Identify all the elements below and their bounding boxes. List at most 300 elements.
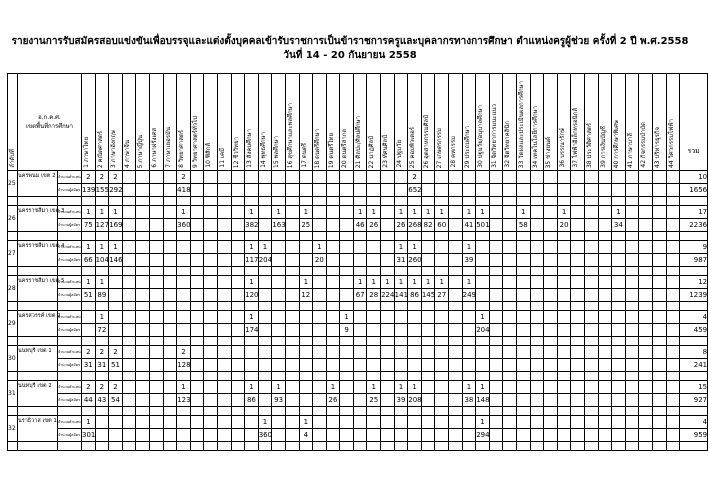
spacer-cell	[612, 372, 626, 381]
spacer-cell	[367, 197, 381, 206]
subject-value	[272, 429, 286, 442]
subject-value: 1	[462, 241, 476, 254]
spacer-cell	[489, 197, 503, 206]
subject-value	[285, 311, 299, 324]
subject-value	[149, 416, 163, 429]
spacer-cell	[503, 407, 517, 416]
subject-value	[571, 416, 585, 429]
subject-value	[557, 241, 571, 254]
subject-value	[449, 394, 463, 407]
subject-value	[163, 184, 177, 197]
subject-value	[285, 276, 299, 289]
subject-value	[557, 416, 571, 429]
subject-value: 31	[82, 359, 96, 372]
spacer-cell	[190, 197, 204, 206]
spacer-cell	[557, 197, 571, 206]
subject-value	[326, 416, 340, 429]
subject-value	[435, 171, 449, 184]
spacer-cell	[8, 337, 18, 346]
subject-value: 268	[408, 219, 422, 232]
spacer-cell	[435, 372, 449, 381]
subject-value	[666, 359, 680, 372]
spacer-cell	[163, 372, 177, 381]
spacer-cell	[313, 442, 327, 451]
positions-row	[8, 241, 708, 254]
subject-value	[435, 416, 449, 429]
subject-value	[544, 311, 558, 324]
subject-value	[625, 346, 639, 359]
positions-label: จำนวนตำแหน่ง	[58, 206, 82, 219]
subject-value	[435, 346, 449, 359]
subject-value: 1	[82, 241, 96, 254]
subject-value	[435, 359, 449, 372]
spacer-cell	[530, 267, 544, 276]
spacer-cell	[571, 232, 585, 241]
spacer-cell	[231, 442, 245, 451]
subject-value	[190, 311, 204, 324]
subject-value	[625, 219, 639, 232]
spacer-cell	[313, 267, 327, 276]
subject-value	[258, 171, 272, 184]
subject-value	[326, 206, 340, 219]
spacer-cell	[530, 442, 544, 451]
subject-value	[353, 359, 367, 372]
spacer-cell	[299, 267, 313, 276]
subject-value	[462, 324, 476, 337]
subject-value	[353, 394, 367, 407]
subject-value	[625, 429, 639, 442]
subject-header	[149, 74, 163, 171]
subject-value	[367, 429, 381, 442]
subject-value	[190, 416, 204, 429]
subject-value	[272, 254, 286, 267]
subject-value	[408, 346, 422, 359]
subject-header	[353, 74, 367, 171]
spacer-cell	[476, 442, 490, 451]
spacer-cell	[517, 442, 531, 451]
subject-value	[666, 241, 680, 254]
spacer-cell	[353, 337, 367, 346]
spacer-cell	[285, 407, 299, 416]
subject-value	[231, 429, 245, 442]
subject-value	[652, 381, 666, 394]
row-number: 29	[8, 311, 18, 337]
spacer-cell	[367, 407, 381, 416]
subject-value	[612, 241, 626, 254]
spacer-cell	[517, 267, 531, 276]
subject-header-label: 22 นาฏศิลป์	[368, 135, 376, 168]
subject-value: 204	[258, 254, 272, 267]
subject-value	[449, 346, 463, 359]
row-number: 31	[8, 381, 18, 407]
spacer-cell	[326, 372, 340, 381]
subject-value	[598, 416, 612, 429]
spacer-cell	[652, 372, 666, 381]
subject-value	[149, 289, 163, 302]
subject-value	[149, 381, 163, 394]
spacer-cell	[299, 232, 313, 241]
spacer-cell	[18, 407, 58, 416]
spacer-cell	[136, 337, 150, 346]
subject-value	[584, 416, 598, 429]
subject-value	[462, 346, 476, 359]
subject-value	[190, 381, 204, 394]
subject-value: 1	[612, 206, 626, 219]
spacer-cell	[503, 197, 517, 206]
subject-header	[462, 74, 476, 171]
spacer-cell	[190, 372, 204, 381]
subject-value	[204, 346, 218, 359]
subject-value	[666, 311, 680, 324]
subject-value	[313, 184, 327, 197]
subject-value	[503, 254, 517, 267]
subject-header-label: 44 วิศวกรรมไฟฟ้า	[667, 118, 675, 168]
subject-value	[231, 311, 245, 324]
spacer-cell	[517, 337, 531, 346]
subject-value: 1	[367, 276, 381, 289]
subject-value	[149, 429, 163, 442]
applicants-total: 459	[680, 324, 708, 337]
spacer-cell	[163, 442, 177, 451]
subject-value	[367, 359, 381, 372]
spacer-cell	[149, 442, 163, 451]
subject-header-label: 9 วิทยาศาสตร์ทั่วไป	[191, 115, 199, 168]
subject-value	[598, 324, 612, 337]
subject-value	[340, 219, 354, 232]
subject-value	[489, 394, 503, 407]
spacer-cell	[217, 442, 231, 451]
spacer-cell	[394, 337, 408, 346]
subject-value: 1	[95, 206, 109, 219]
spacer-cell	[340, 302, 354, 311]
subject-value	[666, 276, 680, 289]
subject-value: 2	[82, 171, 96, 184]
spacer-cell	[204, 407, 218, 416]
spacer-cell	[584, 442, 598, 451]
subject-value	[584, 219, 598, 232]
subject-value	[517, 171, 531, 184]
spacer-cell	[381, 197, 395, 206]
spacer-cell	[408, 372, 422, 381]
subject-value	[652, 184, 666, 197]
spacer-cell	[163, 232, 177, 241]
subject-value	[652, 324, 666, 337]
subject-value	[340, 346, 354, 359]
subject-value	[217, 359, 231, 372]
subject-value	[503, 219, 517, 232]
subject-value	[285, 206, 299, 219]
spacer-cell	[82, 302, 96, 311]
subject-value	[652, 289, 666, 302]
subject-value	[503, 324, 517, 337]
subject-header	[557, 74, 571, 171]
subject-value	[340, 254, 354, 267]
subject-value: 1	[367, 381, 381, 394]
subject-value: 58	[517, 219, 531, 232]
subject-value	[177, 324, 191, 337]
subject-value: 1	[557, 206, 571, 219]
subject-value	[394, 346, 408, 359]
subject-value: 360	[177, 219, 191, 232]
spacer-cell	[299, 197, 313, 206]
applicants-row	[8, 359, 708, 372]
subject-value	[340, 394, 354, 407]
subject-value	[666, 324, 680, 337]
spacer-cell	[95, 442, 109, 451]
subject-value	[421, 429, 435, 442]
subject-value	[625, 276, 639, 289]
spacer-cell	[190, 267, 204, 276]
positions-total: 15	[680, 381, 708, 394]
spacer-cell	[612, 337, 626, 346]
subject-value	[517, 289, 531, 302]
spacer-cell	[666, 302, 680, 311]
subject-value	[652, 276, 666, 289]
subject-header-label: 17 ดนตรี	[300, 143, 308, 168]
subject-value	[217, 184, 231, 197]
subject-value	[340, 429, 354, 442]
subject-value	[571, 346, 585, 359]
subject-value	[285, 394, 299, 407]
subject-value	[163, 206, 177, 219]
spacer-cell	[285, 372, 299, 381]
subject-value	[625, 254, 639, 267]
spacer-cell	[584, 302, 598, 311]
subject-value	[625, 241, 639, 254]
subject-value	[476, 289, 490, 302]
subject-value	[149, 346, 163, 359]
subject-value	[612, 394, 626, 407]
spacer-cell	[367, 302, 381, 311]
subject-value	[136, 254, 150, 267]
spacer-cell	[435, 197, 449, 206]
spacer-cell	[666, 337, 680, 346]
subject-header-label: 29 ประถมศึกษา	[463, 125, 471, 168]
subject-value	[163, 311, 177, 324]
subject-header	[652, 74, 666, 171]
subject-header	[612, 74, 626, 171]
spacer-cell	[313, 197, 327, 206]
spacer-cell	[503, 442, 517, 451]
subject-value: 12	[299, 289, 313, 302]
spacer-cell	[95, 407, 109, 416]
subject-value	[299, 241, 313, 254]
spacer-cell	[517, 302, 531, 311]
spacer-cell	[435, 407, 449, 416]
subject-value	[326, 346, 340, 359]
subject-value	[462, 416, 476, 429]
spacer-cell	[598, 232, 612, 241]
subject-value	[625, 311, 639, 324]
subject-value	[163, 241, 177, 254]
subject-value	[381, 394, 395, 407]
spacer-cell	[18, 267, 58, 276]
subject-value	[217, 416, 231, 429]
spacer-cell	[625, 442, 639, 451]
spacer-cell	[557, 267, 571, 276]
subject-value	[544, 184, 558, 197]
spacer-cell	[571, 407, 585, 416]
subject-value	[517, 324, 531, 337]
subject-value	[258, 289, 272, 302]
applicants-total: 987	[680, 254, 708, 267]
subject-value	[285, 429, 299, 442]
subject-value: 27	[435, 289, 449, 302]
subject-value	[517, 276, 531, 289]
subject-value	[163, 416, 177, 429]
spacer-cell	[353, 407, 367, 416]
subject-value	[666, 184, 680, 197]
subject-value	[639, 171, 653, 184]
subject-value: 1	[381, 276, 395, 289]
subject-value	[245, 184, 259, 197]
subject-value	[435, 429, 449, 442]
spacer-cell	[680, 442, 708, 451]
area-name: นราธิวาส เขต 1	[18, 416, 58, 442]
subject-value	[299, 171, 313, 184]
subject-value	[449, 311, 463, 324]
subject-value: 652	[408, 184, 422, 197]
subject-value	[381, 206, 395, 219]
subject-value	[449, 171, 463, 184]
spacer-cell	[177, 442, 191, 451]
subject-value	[285, 241, 299, 254]
subject-value	[544, 276, 558, 289]
subject-value	[272, 276, 286, 289]
subject-value	[177, 276, 191, 289]
spacer-cell	[680, 197, 708, 206]
subject-header-label: 36 บรรณารักษ์	[558, 128, 566, 168]
subject-value: 39	[394, 394, 408, 407]
subject-header-label: 4 ภาษาจีน	[123, 140, 131, 168]
subject-value	[503, 241, 517, 254]
spacer-cell	[489, 407, 503, 416]
spacer-cell	[353, 372, 367, 381]
subject-value	[530, 359, 544, 372]
spacer-cell	[612, 407, 626, 416]
subject-value	[217, 429, 231, 442]
subject-value	[666, 219, 680, 232]
subject-value	[122, 346, 136, 359]
subject-value: 1	[394, 206, 408, 219]
spacer-cell	[95, 267, 109, 276]
positions-total: 10	[680, 171, 708, 184]
row-number: 26	[8, 206, 18, 232]
subject-value	[666, 346, 680, 359]
subject-value: 60	[435, 219, 449, 232]
spacer-cell	[625, 267, 639, 276]
subject-value	[449, 429, 463, 442]
subject-value	[571, 254, 585, 267]
applicant-table	[7, 73, 708, 451]
subject-value	[544, 394, 558, 407]
subject-value	[503, 429, 517, 442]
subject-value	[353, 324, 367, 337]
subject-value	[122, 289, 136, 302]
subject-value	[598, 219, 612, 232]
row-spacer	[8, 197, 708, 206]
subject-value: 44	[82, 394, 96, 407]
subject-value	[449, 241, 463, 254]
area-name: นนทบุรี เขต 1	[18, 346, 58, 372]
subject-value	[367, 254, 381, 267]
subject-value	[122, 359, 136, 372]
applicants-label: จำนวนผู้สมัคร	[58, 254, 82, 267]
positions-label: จำนวนตำแหน่ง	[58, 381, 82, 394]
subject-value	[517, 416, 531, 429]
subject-value: 1	[340, 311, 354, 324]
subject-value	[421, 241, 435, 254]
subject-value	[163, 254, 177, 267]
subject-value	[517, 241, 531, 254]
subject-value	[217, 241, 231, 254]
report-title: รายงานการรับสมัครสอบแข่งขันเพื่อบรรจุและแต่งตั้งบุคคลเข้ารับราชการเป็นข้าราชการครูและบุคลากรทางการศึกษา ตำแหน่งครูผู้ช่วย ครั้งที่ 2 ปี พ.ศ.2558	[11, 36, 689, 47]
subject-header-label: 28 คหกรรม	[450, 136, 458, 168]
subject-value	[177, 429, 191, 442]
row-number: 30	[8, 346, 18, 372]
subject-value	[204, 381, 218, 394]
applicants-row	[8, 289, 708, 302]
subject-value	[177, 311, 191, 324]
subject-value: 1	[272, 381, 286, 394]
area-name: นครสวรรค์ เขต 2	[18, 311, 58, 337]
spacer-cell	[353, 302, 367, 311]
subject-value	[204, 206, 218, 219]
spacer-cell	[299, 407, 313, 416]
spacer-cell	[58, 267, 82, 276]
subject-value	[530, 276, 544, 289]
subject-value	[149, 359, 163, 372]
spacer-cell	[639, 302, 653, 311]
subject-value	[122, 171, 136, 184]
subject-value: 1	[313, 241, 327, 254]
subject-value: 1	[82, 416, 96, 429]
subject-value: 82	[421, 219, 435, 232]
subject-value: 360	[258, 429, 272, 442]
subject-value: 1	[353, 276, 367, 289]
subject-value	[598, 311, 612, 324]
subject-value	[530, 241, 544, 254]
subject-value: 1	[408, 206, 422, 219]
row-number: 27	[8, 241, 18, 267]
spacer-cell	[544, 302, 558, 311]
subject-value	[272, 171, 286, 184]
spacer-cell	[381, 407, 395, 416]
spacer-cell	[149, 302, 163, 311]
subject-value: 54	[109, 394, 123, 407]
subject-value	[136, 289, 150, 302]
spacer-cell	[503, 232, 517, 241]
spacer-cell	[584, 267, 598, 276]
subject-value: 1	[408, 381, 422, 394]
spacer-cell	[58, 302, 82, 311]
subject-value	[435, 241, 449, 254]
subject-value: 1	[421, 276, 435, 289]
spacer-cell	[258, 197, 272, 206]
subject-value: 1	[462, 381, 476, 394]
subject-value	[136, 381, 150, 394]
spacer-cell	[517, 407, 531, 416]
subject-value	[408, 359, 422, 372]
subject-header-label: 1 ภาษาไทย	[83, 137, 90, 168]
applicants-row	[8, 184, 708, 197]
subject-header-label: 39 การเงินบัญชี	[599, 126, 607, 168]
subject-value	[136, 171, 150, 184]
subject-value	[598, 381, 612, 394]
area-name: นครพนม เขต 2	[18, 171, 58, 197]
subject-header	[449, 74, 463, 171]
subject-value	[612, 324, 626, 337]
